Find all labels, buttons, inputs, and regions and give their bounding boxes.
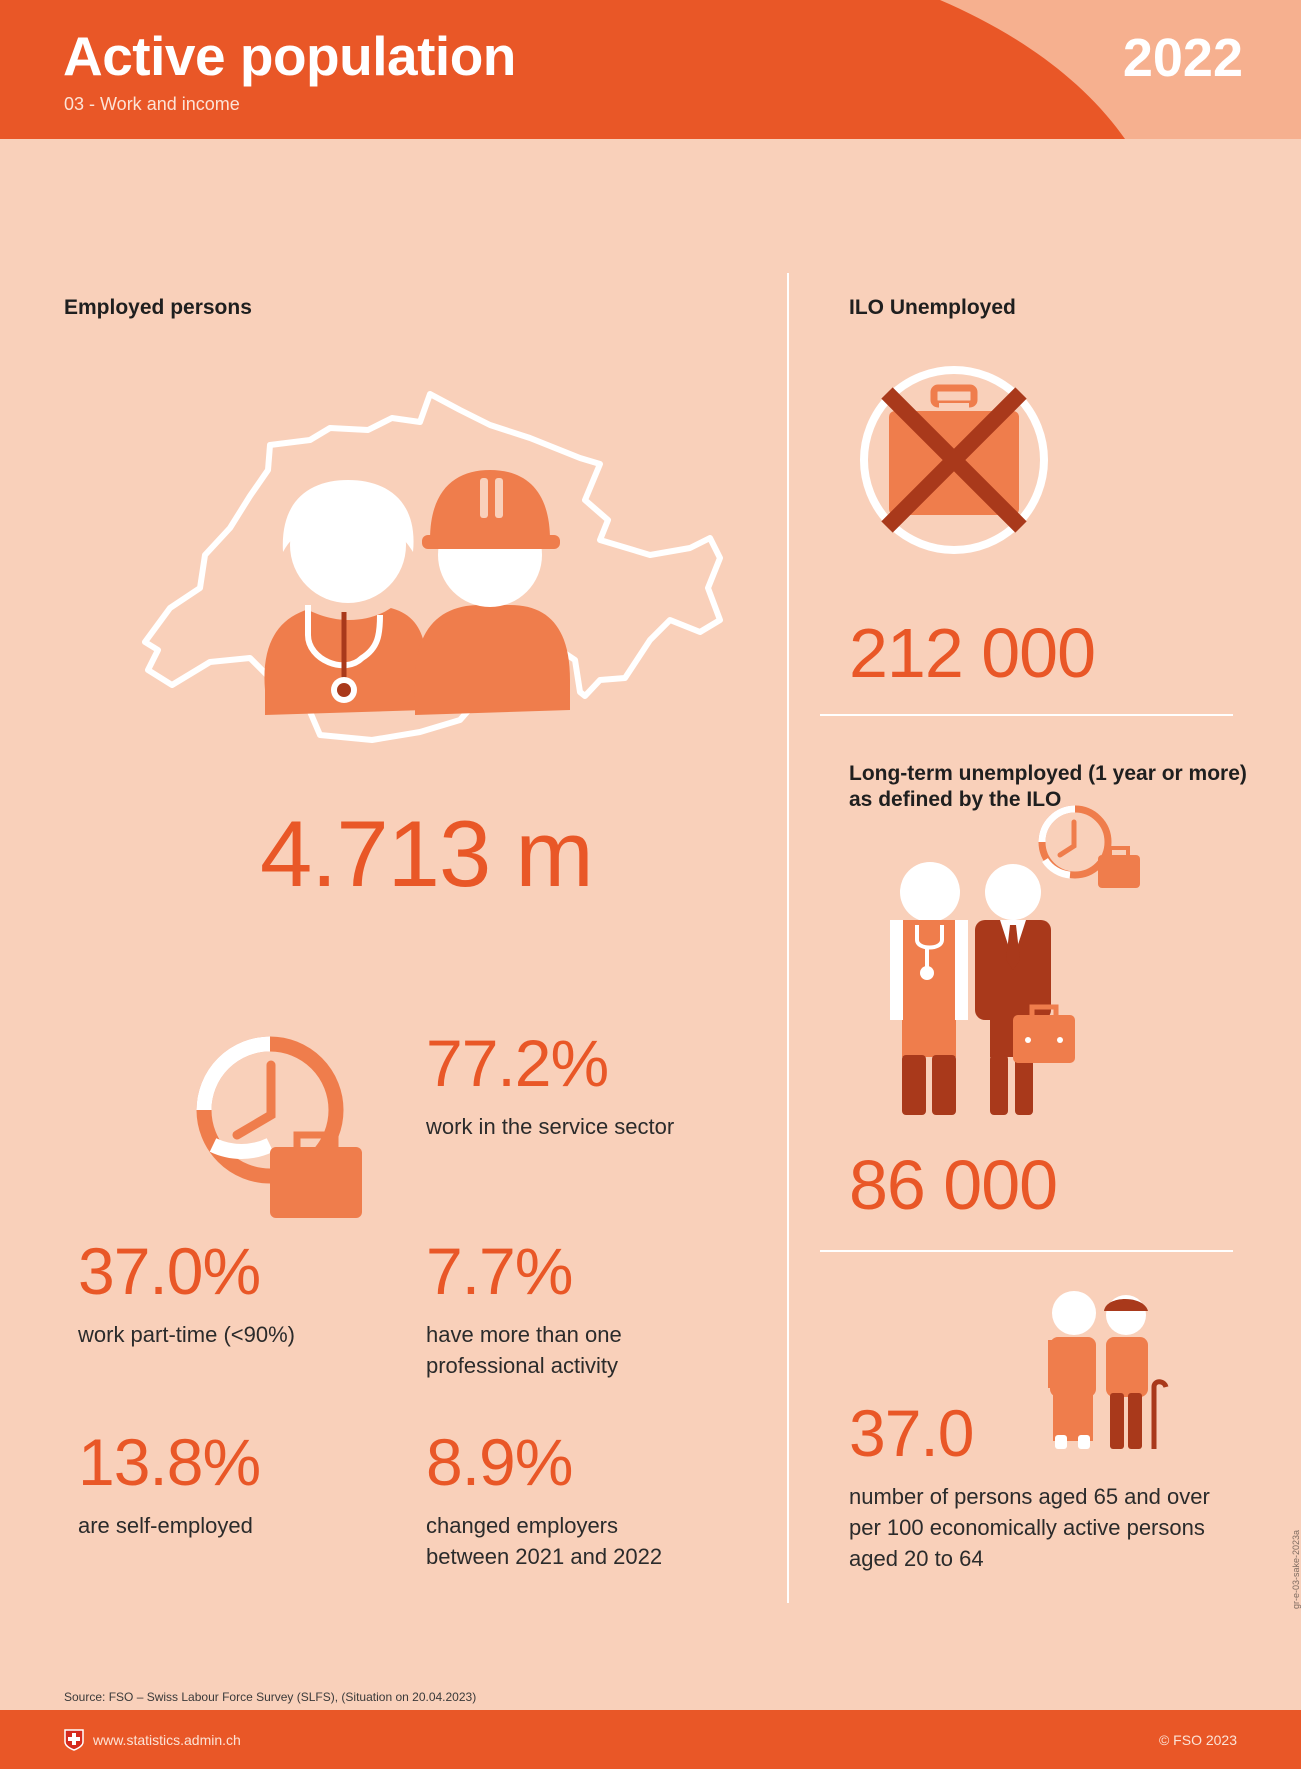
elderly-couple-icon bbox=[1040, 1285, 1170, 1450]
footer-copyright: © FSO 2023 bbox=[1158, 1732, 1237, 1748]
stat-service-value: 77.2% bbox=[426, 1026, 609, 1100]
unemployed-heading: ILO Unemployed bbox=[849, 296, 1016, 319]
unemployed-value: 212 000 bbox=[849, 614, 1096, 692]
stat-selfemployed-label: are self-employed bbox=[78, 1513, 253, 1538]
employed-total: 4.713 m bbox=[260, 801, 593, 906]
switzerland-map-icon bbox=[130, 380, 730, 750]
clock-briefcase-icon bbox=[195, 1035, 365, 1220]
stat-changed-label: changed employers between 2021 and 2022 bbox=[426, 1513, 663, 1569]
year-label: 2022 bbox=[1122, 28, 1243, 88]
page-subtitle: 03 - Work and income bbox=[64, 94, 240, 114]
footer-website-link[interactable]: www.statistics.admin.ch bbox=[93, 1732, 241, 1748]
stat-changed-value: 8.9% bbox=[426, 1425, 573, 1499]
unemployed-divider bbox=[820, 714, 1233, 716]
ratio-value: 37.0 bbox=[849, 1396, 974, 1470]
source-note: Source: FSO – Swiss Labour Force Survey (SLFS), (Situation on 20.04.2023) bbox=[64, 1690, 477, 1704]
stat-multiple-label: have more than one professional activity bbox=[426, 1322, 622, 1378]
stat-multiple-value: 7.7% bbox=[426, 1234, 573, 1308]
ratio-label: number of persons aged 65 and over per 100 economically active persons aged 20 to 64 bbox=[849, 1484, 1210, 1571]
document-code: gr-e-03-sake-2023a bbox=[1291, 1530, 1301, 1610]
stat-parttime-label: work part-time (<90%) bbox=[78, 1322, 296, 1347]
stat-service-label: work in the service sector bbox=[426, 1114, 675, 1139]
crossed-briefcase-icon bbox=[857, 363, 1051, 557]
stat-parttime-value: 37.0% bbox=[78, 1234, 261, 1308]
longterm-divider bbox=[820, 1250, 1233, 1252]
longterm-heading: Long-term unemployed (1 year or more) as defined by the ILO bbox=[849, 762, 1247, 811]
clock-briefcase-icon bbox=[880, 800, 1150, 1120]
longterm-value: 86 000 bbox=[849, 1146, 1058, 1224]
column-divider bbox=[787, 273, 789, 1603]
employed-heading: Employed persons bbox=[64, 296, 252, 319]
page-title: Active population bbox=[63, 25, 516, 87]
swiss-cross-icon bbox=[64, 1729, 84, 1751]
stat-selfemployed-value: 13.8% bbox=[78, 1425, 261, 1499]
